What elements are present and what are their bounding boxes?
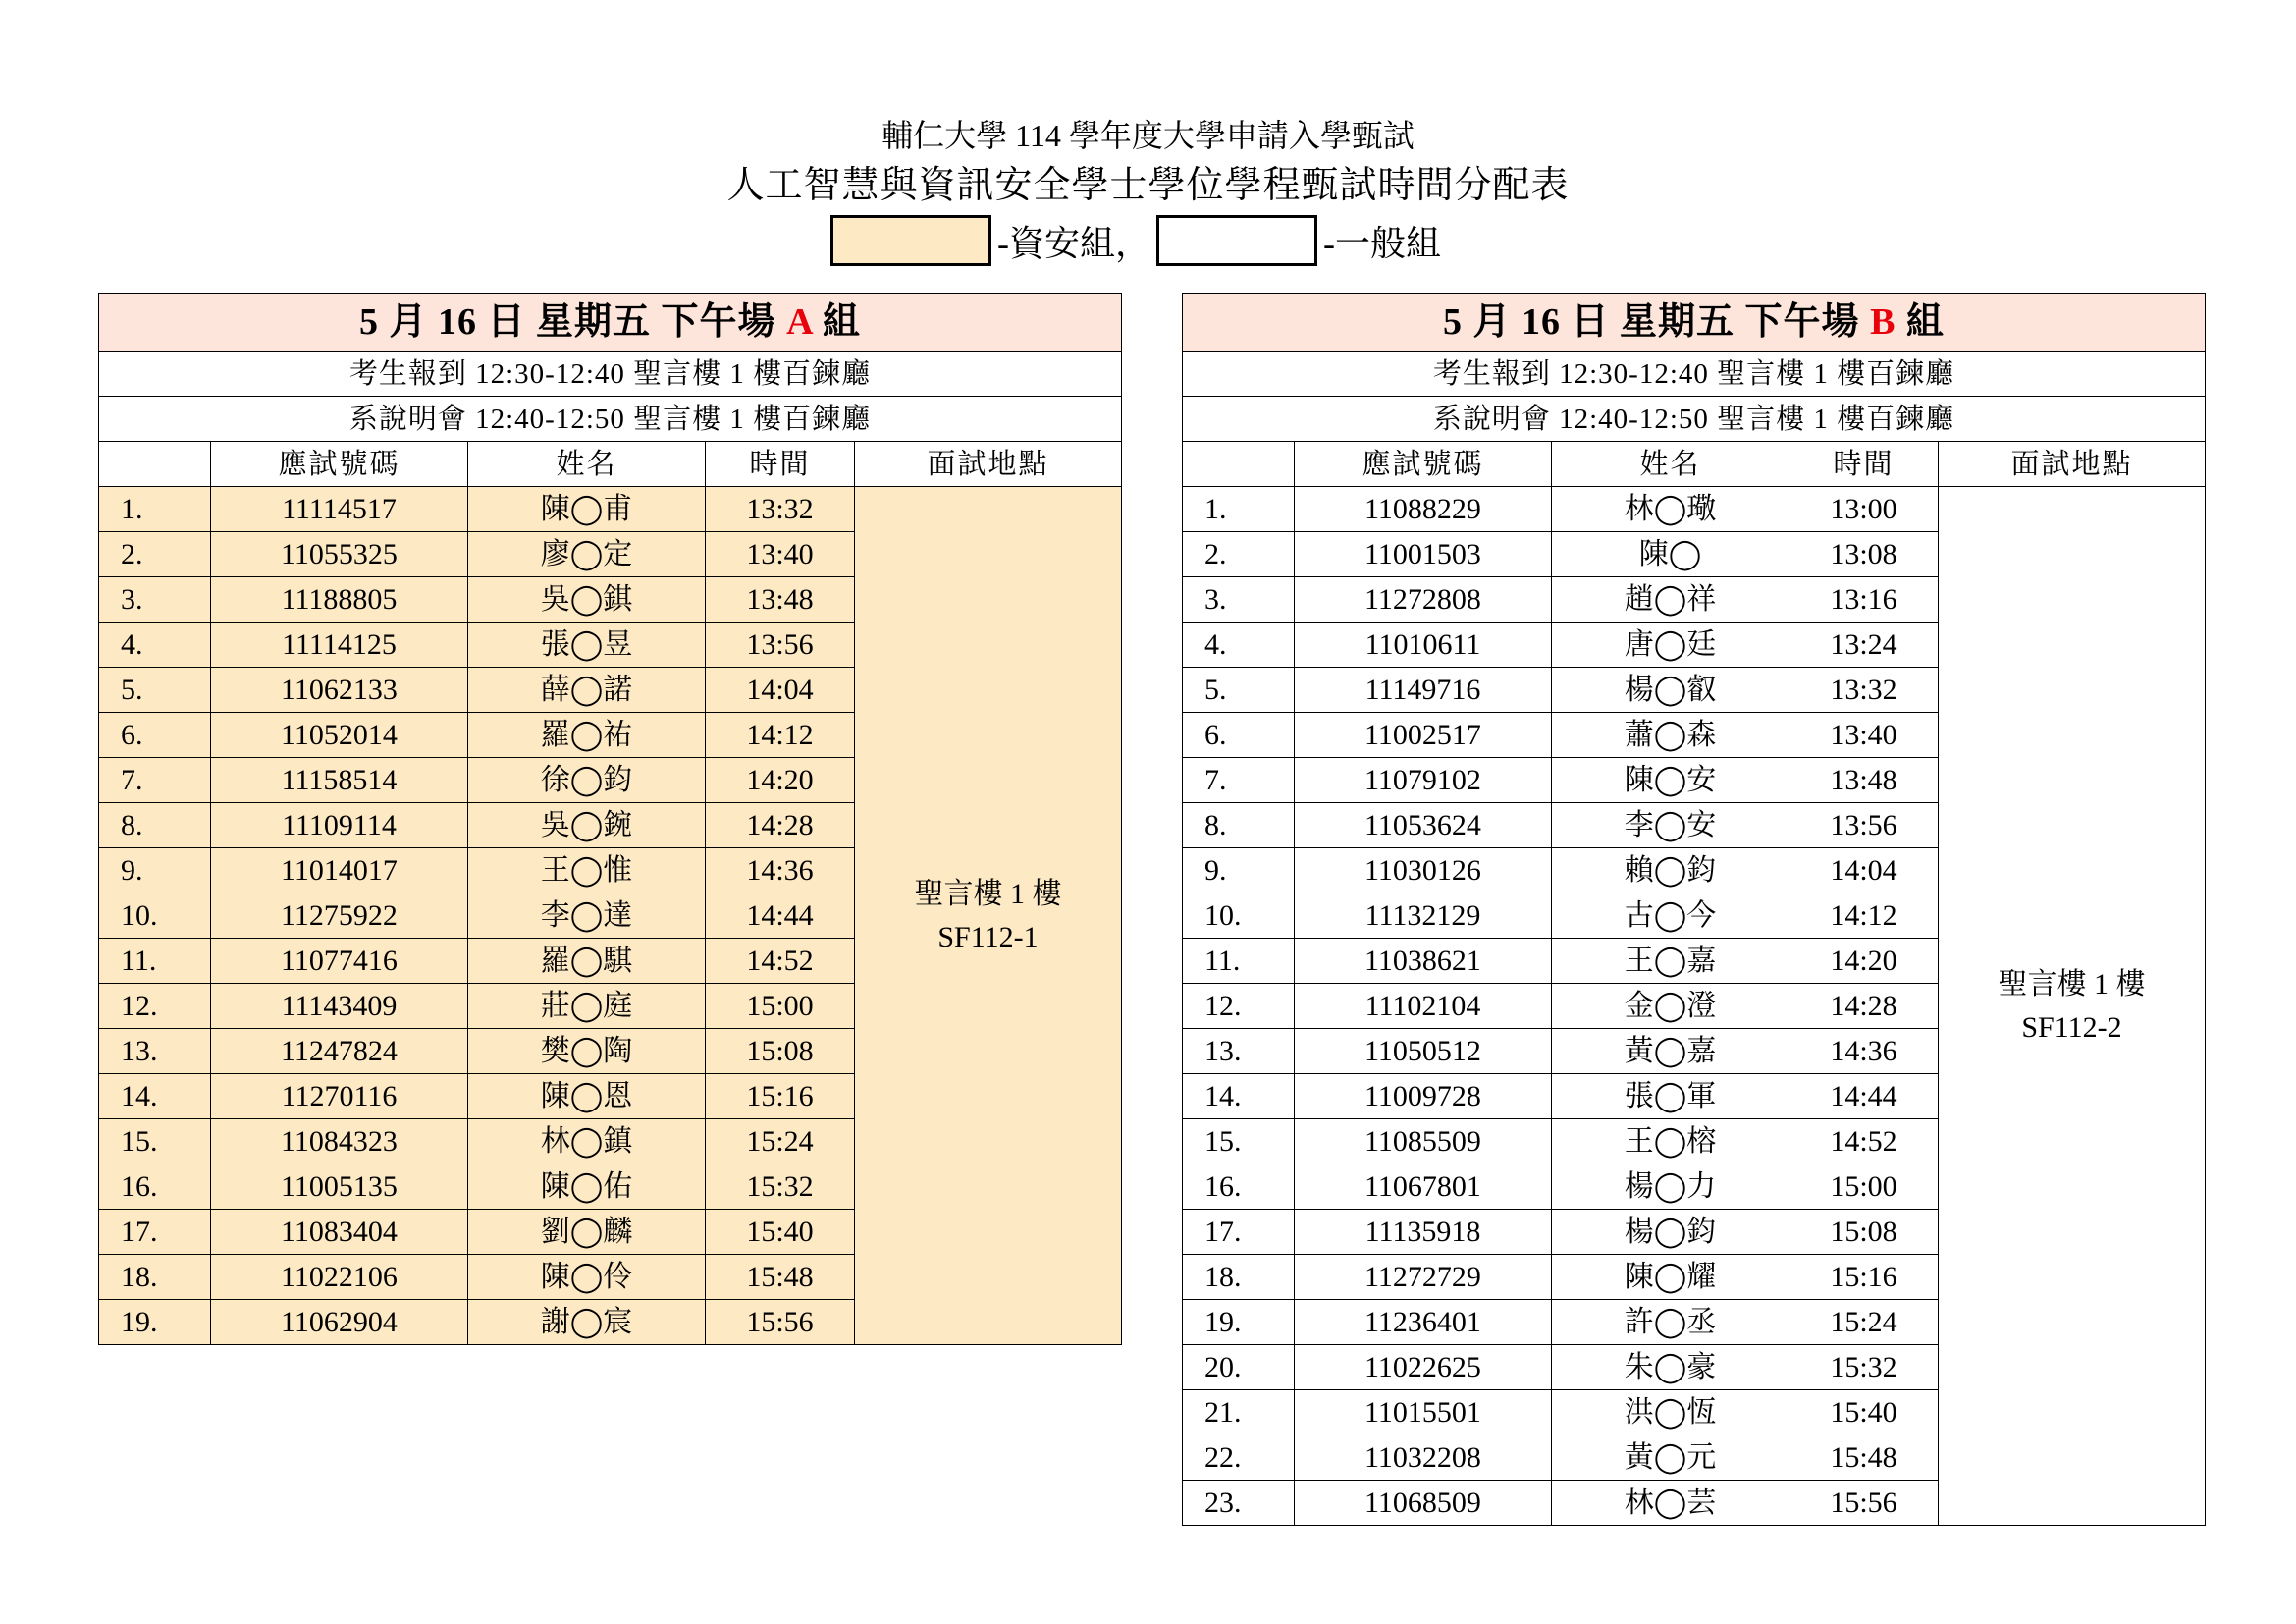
interview-time: 13:32	[706, 487, 855, 532]
row-number: 1.	[1183, 487, 1295, 532]
location-building: 聖言樓 1 樓	[914, 877, 1062, 910]
candidate-name: 張◯昱	[468, 623, 706, 668]
candidate-name: 陳◯佑	[468, 1164, 706, 1210]
candidate-name: 樊◯陶	[468, 1029, 706, 1074]
col-header-name: 姓名	[1552, 442, 1789, 487]
exam-id: 11030126	[1295, 848, 1552, 893]
row-number: 7.	[1183, 758, 1295, 803]
interview-time: 13:48	[1789, 758, 1939, 803]
candidate-name: 楊◯鈞	[1552, 1210, 1789, 1255]
candidate-name: 薛◯諾	[468, 668, 706, 713]
col-header-no	[1183, 442, 1295, 487]
row-number: 19.	[1183, 1300, 1295, 1345]
exam-id: 11236401	[1295, 1300, 1552, 1345]
interview-time: 14:04	[1789, 848, 1939, 893]
candidate-name: 楊◯叡	[1552, 668, 1789, 713]
candidate-name: 陳◯恩	[468, 1074, 706, 1119]
interview-time: 15:16	[1789, 1255, 1939, 1300]
table-row	[1183, 487, 2206, 532]
candidate-name: 洪◯恆	[1552, 1390, 1789, 1435]
title-suffix: 組	[812, 301, 861, 343]
legend-security-swatch	[830, 215, 991, 266]
exam-id: 11247824	[211, 1029, 468, 1074]
row-number: 10.	[99, 893, 211, 939]
candidate-name: 唐◯廷	[1552, 623, 1789, 668]
interview-time: 15:24	[706, 1119, 855, 1164]
row-number: 14.	[99, 1074, 211, 1119]
row-number: 20.	[1183, 1345, 1295, 1390]
exam-id: 11015501	[1295, 1390, 1552, 1435]
document-subtitle: 人工智慧與資訊安全學士學位學程甄試時間分配表	[726, 165, 1570, 206]
row-number: 1.	[99, 487, 211, 532]
legend-general-label: -一般組	[1323, 223, 1441, 263]
candidate-name: 蕭◯森	[1552, 713, 1789, 758]
row-number: 12.	[99, 984, 211, 1029]
exam-id: 11083404	[211, 1210, 468, 1255]
candidate-name: 陳◯	[1552, 532, 1789, 577]
row-number: 19.	[99, 1300, 211, 1345]
interview-time: 15:32	[1789, 1345, 1939, 1390]
interview-time: 15:24	[1789, 1300, 1939, 1345]
candidate-name: 張◯軍	[1552, 1074, 1789, 1119]
row-number: 22.	[1183, 1435, 1295, 1481]
exam-id: 11085509	[1295, 1119, 1552, 1164]
candidate-name: 陳◯甫	[468, 487, 706, 532]
row-number: 11.	[99, 939, 211, 984]
interview-time: 15:48	[706, 1255, 855, 1300]
candidate-name: 賴◯鈞	[1552, 848, 1789, 893]
candidate-name: 金◯澄	[1552, 984, 1789, 1029]
interview-time: 14:52	[1789, 1119, 1939, 1164]
row-number: 9.	[1183, 848, 1295, 893]
checkin-info: 考生報到 12:30-12:40 聖言樓 1 樓百鍊廳	[1183, 352, 2206, 397]
exam-id: 11067801	[1295, 1164, 1552, 1210]
candidate-name: 吳◯鋺	[468, 803, 706, 848]
interview-time: 15:00	[1789, 1164, 1939, 1210]
row-number: 6.	[1183, 713, 1295, 758]
document-title: 輔仁大學 114 學年度大學申請入學甄試	[881, 118, 1415, 153]
candidate-name: 劉◯麟	[468, 1210, 706, 1255]
briefing-info: 系說明會 12:40-12:50 聖言樓 1 樓百鍊廳	[1183, 397, 2206, 442]
exam-id: 11002517	[1295, 713, 1552, 758]
row-number: 6.	[99, 713, 211, 758]
row-number: 23.	[1183, 1481, 1295, 1526]
exam-id: 11009728	[1295, 1074, 1552, 1119]
interview-time: 14:44	[706, 893, 855, 939]
interview-time: 15:00	[706, 984, 855, 1029]
row-number: 5.	[99, 668, 211, 713]
interview-location	[1939, 487, 2206, 1526]
row-number: 3.	[99, 577, 211, 623]
interview-time: 13:24	[1789, 623, 1939, 668]
exam-id: 11038621	[1295, 939, 1552, 984]
interview-time: 13:56	[1789, 803, 1939, 848]
col-header-time: 時間	[706, 442, 855, 487]
location-building: 聖言樓 1 樓	[1998, 967, 2146, 1001]
session-title	[99, 294, 1122, 352]
row-number: 21.	[1183, 1390, 1295, 1435]
interview-time: 15:48	[1789, 1435, 1939, 1481]
interview-time: 13:00	[1789, 487, 1939, 532]
candidate-name: 趙◯祥	[1552, 577, 1789, 623]
interview-time: 15:40	[1789, 1390, 1939, 1435]
candidate-name: 朱◯豪	[1552, 1345, 1789, 1390]
title-suffix: 組	[1896, 301, 1945, 343]
candidate-name: 莊◯庭	[468, 984, 706, 1029]
candidate-name: 王◯惟	[468, 848, 706, 893]
interview-time: 15:08	[1789, 1210, 1939, 1255]
interview-time: 13:32	[1789, 668, 1939, 713]
interview-time: 15:56	[1789, 1481, 1939, 1526]
candidate-name: 黃◯元	[1552, 1435, 1789, 1481]
exam-id: 11062133	[211, 668, 468, 713]
row-number: 2.	[1183, 532, 1295, 577]
exam-id: 11014017	[211, 848, 468, 893]
group-letter: A	[786, 301, 813, 343]
col-header-name: 姓名	[468, 442, 706, 487]
candidate-name: 黃◯嘉	[1552, 1029, 1789, 1074]
col-header-id: 應試號碼	[1295, 442, 1552, 487]
candidate-name: 林◯芸	[1552, 1481, 1789, 1526]
checkin-info: 考生報到 12:30-12:40 聖言樓 1 樓百鍊廳	[99, 352, 1122, 397]
col-header-id: 應試號碼	[211, 442, 468, 487]
row-number: 11.	[1183, 939, 1295, 984]
legend-security-label: -資安組，	[997, 223, 1150, 263]
exam-id: 11102104	[1295, 984, 1552, 1029]
table-row	[99, 487, 1122, 532]
exam-id: 11272729	[1295, 1255, 1552, 1300]
candidate-name: 王◯嘉	[1552, 939, 1789, 984]
exam-id: 11055325	[211, 532, 468, 577]
exam-id: 11114517	[211, 487, 468, 532]
candidate-name: 李◯安	[1552, 803, 1789, 848]
interview-time: 14:12	[706, 713, 855, 758]
interview-time: 15:16	[706, 1074, 855, 1119]
exam-id: 11077416	[211, 939, 468, 984]
exam-id: 11084323	[211, 1119, 468, 1164]
candidate-name: 羅◯騏	[468, 939, 706, 984]
interview-time: 14:52	[706, 939, 855, 984]
exam-id: 11079102	[1295, 758, 1552, 803]
row-number: 3.	[1183, 577, 1295, 623]
exam-id: 11143409	[211, 984, 468, 1029]
candidate-name: 吳◯錤	[468, 577, 706, 623]
candidate-name: 羅◯祐	[468, 713, 706, 758]
col-header-time: 時間	[1789, 442, 1939, 487]
row-number: 4.	[99, 623, 211, 668]
row-number: 8.	[1183, 803, 1295, 848]
interview-time: 15:08	[706, 1029, 855, 1074]
location-room: SF112-1	[937, 920, 1039, 953]
interview-time: 13:40	[1789, 713, 1939, 758]
row-number: 13.	[99, 1029, 211, 1074]
row-number: 5.	[1183, 668, 1295, 713]
exam-id: 11114125	[211, 623, 468, 668]
candidate-name: 王◯榕	[1552, 1119, 1789, 1164]
schedule-table-a	[98, 293, 1122, 1345]
candidate-name: 陳◯安	[1552, 758, 1789, 803]
interview-time: 13:48	[706, 577, 855, 623]
exam-id: 11275922	[211, 893, 468, 939]
exam-id: 11062904	[211, 1300, 468, 1345]
schedule-table-b	[1182, 293, 2206, 1526]
interview-time: 13:56	[706, 623, 855, 668]
row-number: 7.	[99, 758, 211, 803]
exam-id: 11109114	[211, 803, 468, 848]
location-room: SF112-2	[2021, 1010, 2122, 1044]
exam-id: 11022625	[1295, 1345, 1552, 1390]
candidate-name: 陳◯耀	[1552, 1255, 1789, 1300]
row-number: 18.	[99, 1255, 211, 1300]
row-number: 8.	[99, 803, 211, 848]
exam-id: 11005135	[211, 1164, 468, 1210]
interview-time: 15:32	[706, 1164, 855, 1210]
interview-location	[855, 487, 1122, 1345]
group-legend	[830, 212, 1447, 269]
candidate-name: 廖◯定	[468, 532, 706, 577]
row-number: 15.	[1183, 1119, 1295, 1164]
exam-id: 11053624	[1295, 803, 1552, 848]
row-number: 10.	[1183, 893, 1295, 939]
row-number: 15.	[99, 1119, 211, 1164]
row-number: 14.	[1183, 1074, 1295, 1119]
row-number: 13.	[1183, 1029, 1295, 1074]
col-header-location: 面試地點	[1939, 442, 2206, 487]
group-letter: B	[1870, 301, 1896, 343]
title-text: 5 月 16 日 星期五 下午場	[359, 301, 787, 343]
interview-time: 15:40	[706, 1210, 855, 1255]
session-title	[1183, 294, 2206, 352]
candidate-name: 林◯鎮	[468, 1119, 706, 1164]
exam-id: 11050512	[1295, 1029, 1552, 1074]
interview-time: 13:08	[1789, 532, 1939, 577]
candidate-name: 徐◯鈞	[468, 758, 706, 803]
exam-id: 11088229	[1295, 487, 1552, 532]
exam-id: 11158514	[211, 758, 468, 803]
candidate-name: 楊◯力	[1552, 1164, 1789, 1210]
exam-id: 11052014	[211, 713, 468, 758]
interview-time: 14:20	[1789, 939, 1939, 984]
candidate-name: 許◯丞	[1552, 1300, 1789, 1345]
exam-id: 11135918	[1295, 1210, 1552, 1255]
title-text: 5 月 16 日 星期五 下午場	[1443, 301, 1871, 343]
candidate-name: 林◯璥	[1552, 487, 1789, 532]
exam-id: 11068509	[1295, 1481, 1552, 1526]
exam-id: 11022106	[211, 1255, 468, 1300]
row-number: 16.	[99, 1164, 211, 1210]
interview-time: 13:16	[1789, 577, 1939, 623]
col-header-location: 面試地點	[855, 442, 1122, 487]
candidate-name: 古◯今	[1552, 893, 1789, 939]
interview-time: 14:12	[1789, 893, 1939, 939]
legend-general-swatch	[1156, 215, 1317, 266]
row-number: 16.	[1183, 1164, 1295, 1210]
exam-id: 11132129	[1295, 893, 1552, 939]
row-number: 18.	[1183, 1255, 1295, 1300]
briefing-info: 系說明會 12:40-12:50 聖言樓 1 樓百鍊廳	[99, 397, 1122, 442]
interview-time: 14:28	[1789, 984, 1939, 1029]
interview-time: 14:20	[706, 758, 855, 803]
exam-id: 11010611	[1295, 623, 1552, 668]
candidate-name: 李◯達	[468, 893, 706, 939]
row-number: 4.	[1183, 623, 1295, 668]
exam-id: 11270116	[211, 1074, 468, 1119]
col-header-no	[99, 442, 211, 487]
exam-id: 11001503	[1295, 532, 1552, 577]
row-number: 9.	[99, 848, 211, 893]
candidate-name: 謝◯宸	[468, 1300, 706, 1345]
interview-time: 14:28	[706, 803, 855, 848]
row-number: 17.	[99, 1210, 211, 1255]
exam-id: 11032208	[1295, 1435, 1552, 1481]
interview-time: 15:56	[706, 1300, 855, 1345]
interview-time: 14:04	[706, 668, 855, 713]
row-number: 17.	[1183, 1210, 1295, 1255]
row-number: 2.	[99, 532, 211, 577]
candidate-name: 陳◯伶	[468, 1255, 706, 1300]
interview-time: 13:40	[706, 532, 855, 577]
row-number: 12.	[1183, 984, 1295, 1029]
interview-time: 14:44	[1789, 1074, 1939, 1119]
interview-time: 14:36	[706, 848, 855, 893]
exam-id: 11188805	[211, 577, 468, 623]
exam-id: 11149716	[1295, 668, 1552, 713]
interview-time: 14:36	[1789, 1029, 1939, 1074]
exam-id: 11272808	[1295, 577, 1552, 623]
